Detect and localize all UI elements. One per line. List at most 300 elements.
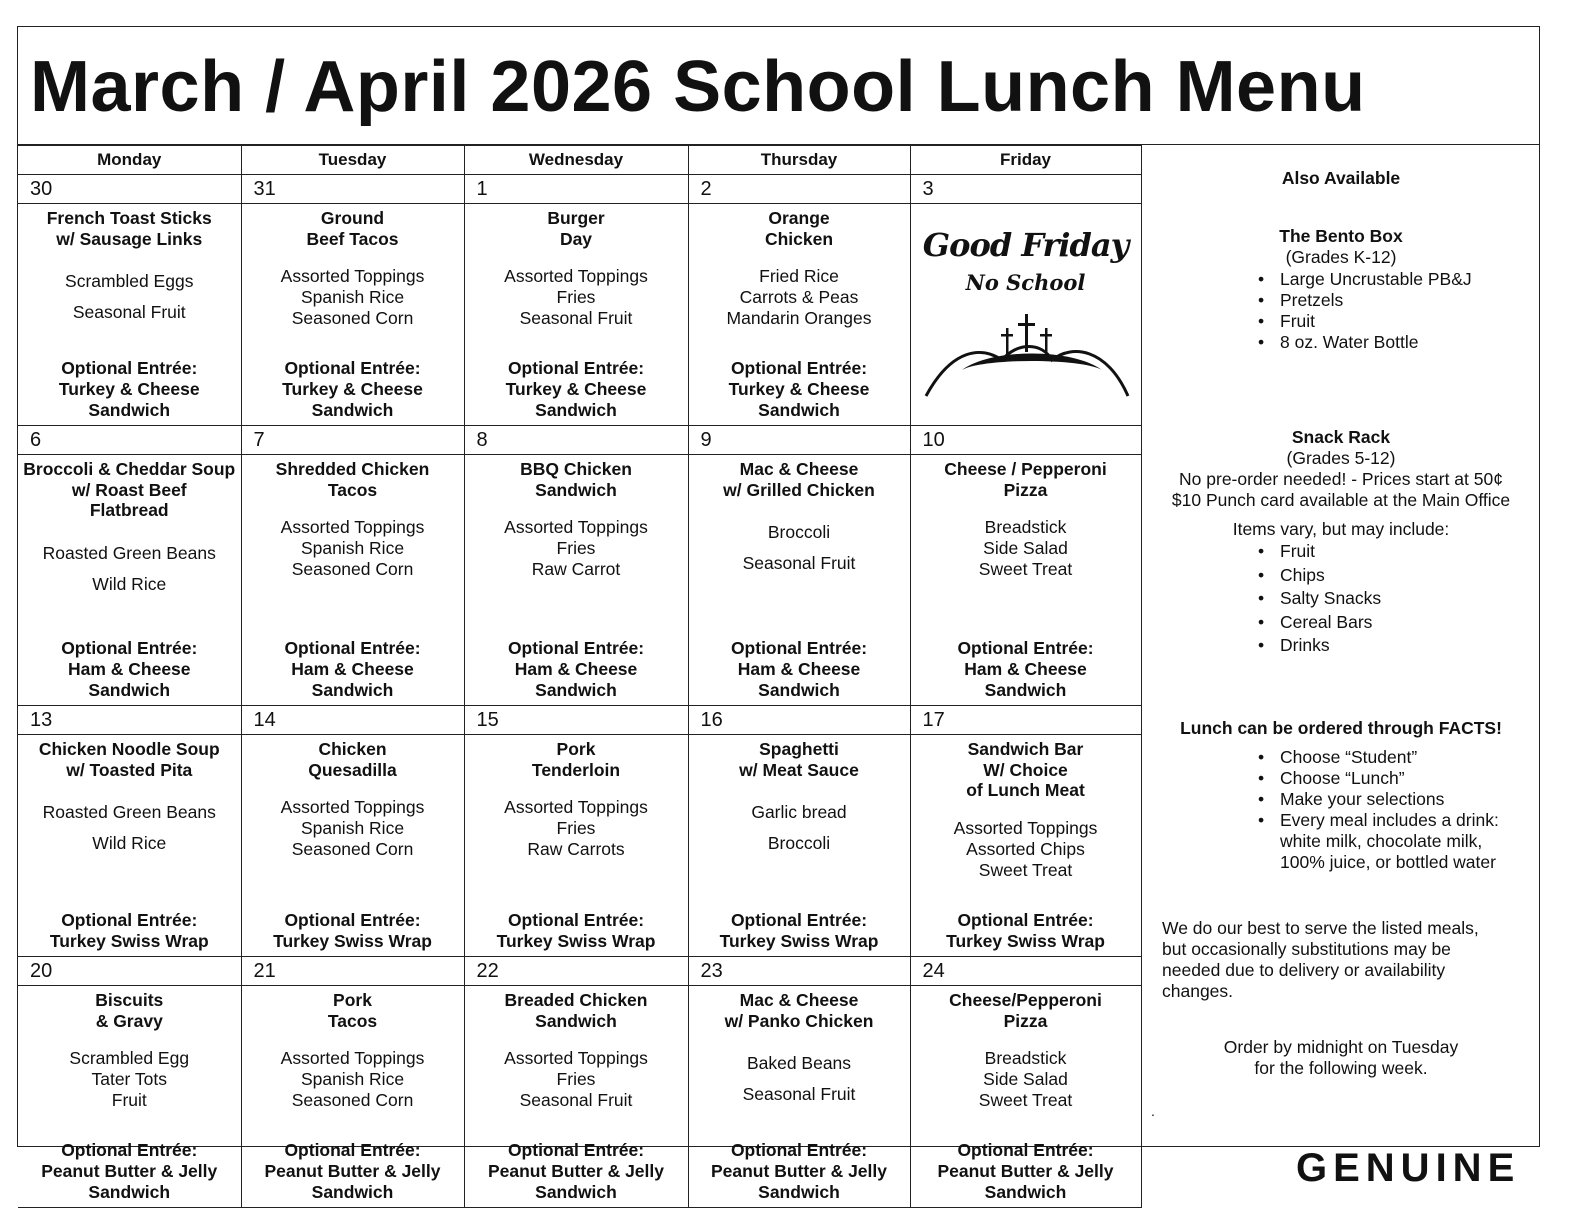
side-dish: Seasonal Fruit xyxy=(519,308,633,328)
menu-cell-monday xyxy=(18,735,241,957)
entree xyxy=(243,459,463,500)
drink-line: white milk, chocolate milk, xyxy=(1280,830,1483,851)
date-number: 1 xyxy=(464,175,688,204)
entree-line: Tenderloin xyxy=(531,759,621,780)
optional-entree-label: Optional Entrée: xyxy=(730,638,868,658)
optional-entree-line: Turkey & Cheese xyxy=(282,379,423,399)
side-dish: Sweet Treat xyxy=(978,859,1073,880)
entree-line: Tacos xyxy=(327,479,378,500)
substitution-notice xyxy=(1162,918,1540,1002)
menu-cell-content xyxy=(690,739,909,952)
menu-cell-friday xyxy=(910,455,1141,706)
entree-line: Sandwich xyxy=(535,479,617,500)
optional-entree-label: Optional Entrée: xyxy=(730,358,868,378)
optional-entree-line: Ham & Cheese xyxy=(514,659,638,679)
crosses-on-hill-icon xyxy=(922,308,1132,398)
entree-line: W/ Choice xyxy=(983,759,1068,780)
entree-line: Sandwich xyxy=(535,1010,617,1031)
optional-entree-line: Turkey Swiss Wrap xyxy=(946,931,1105,951)
bento-grades: (Grades K-12) xyxy=(1285,247,1397,267)
date-number: 6 xyxy=(18,426,241,455)
holiday-subtitle: No School xyxy=(965,270,1086,295)
menu-cell-tuesday xyxy=(241,204,464,426)
side-dish: Seasonal Fruit xyxy=(742,1084,856,1104)
entree-line: Pizza xyxy=(1003,479,1048,500)
entree-line: Shredded Chicken xyxy=(275,459,430,479)
facts-list xyxy=(1142,747,1540,873)
side-dish: Seasonal Fruit xyxy=(72,302,186,322)
side-dish: Assorted Toppings xyxy=(504,517,648,537)
optional-entree-line: Ham & Cheese xyxy=(291,659,414,679)
menu-cell-content xyxy=(912,459,1140,701)
menu-cell-content xyxy=(466,739,687,952)
date-number: 14 xyxy=(241,706,464,735)
menu-row xyxy=(18,204,1141,426)
entree-line: Cheese/Pepperoni xyxy=(949,990,1102,1010)
date-number: 13 xyxy=(18,706,241,735)
menu-cell-tuesday xyxy=(241,455,464,706)
side-dish: Spanish Rice xyxy=(300,1069,405,1089)
side-dish: Seasoned Corn xyxy=(291,559,414,579)
optional-entree xyxy=(243,358,463,421)
entree-line: Chicken xyxy=(764,228,834,249)
menu-cell-thursday xyxy=(688,204,910,426)
menu-row xyxy=(18,735,1141,957)
optional-entree-line: Sandwich xyxy=(984,680,1067,700)
optional-entree xyxy=(690,1140,909,1203)
day-header-tuesday: Tuesday xyxy=(241,146,464,175)
notice-line: but occasionally substitutions may be xyxy=(1162,938,1451,959)
optional-entree-line: Ham & Cheese xyxy=(67,659,191,679)
entree xyxy=(243,739,463,780)
menu-cell-content xyxy=(243,990,463,1203)
side-dishes xyxy=(912,517,1140,580)
drink-line: 100% juice, or bottled water xyxy=(1280,851,1496,872)
entree-line: Mac & Cheese xyxy=(739,990,859,1010)
side-dishes xyxy=(690,802,909,864)
entree-line: BBQ Chicken xyxy=(520,459,632,479)
entree xyxy=(912,739,1140,801)
sidebar xyxy=(1141,145,1540,1147)
date-row xyxy=(18,426,1141,455)
side-dish: Assorted Toppings xyxy=(504,1048,648,1068)
menu-cell-content xyxy=(243,459,463,701)
menu-cell-content xyxy=(243,208,463,421)
menu-cell-thursday xyxy=(688,735,910,957)
entree xyxy=(912,459,1140,500)
optional-entree xyxy=(690,638,909,701)
genuine-logo: GENUINE xyxy=(1296,1146,1521,1190)
side-dish: Assorted Toppings xyxy=(280,517,425,537)
side-dish: Seasonal Fruit xyxy=(519,1090,633,1110)
optional-entree-label: Optional Entrée: xyxy=(730,1140,868,1160)
date-number: 21 xyxy=(241,957,464,986)
date-row xyxy=(18,175,1141,204)
optional-entree xyxy=(912,910,1140,952)
menu-cell-content xyxy=(912,990,1140,1203)
list-item: • Make your selections xyxy=(1258,789,1540,810)
menu-cell-monday xyxy=(18,204,241,426)
stray-dot: . xyxy=(1151,1102,1155,1119)
optional-entree xyxy=(912,1140,1140,1203)
optional-entree-line: Turkey Swiss Wrap xyxy=(496,931,656,951)
also-available-heading: Also Available xyxy=(1281,168,1401,188)
optional-entree-line: Sandwich xyxy=(535,400,617,420)
side-dish: Sweet Treat xyxy=(978,1090,1073,1110)
entree-line: w/ Meat Sauce xyxy=(739,759,859,780)
holiday-notice xyxy=(912,208,1140,408)
side-dishes xyxy=(243,266,463,329)
side-dishes xyxy=(19,1048,240,1111)
side-dish: Fried Rice xyxy=(759,266,839,286)
notice-line: We do our best to serve the listed meals, xyxy=(1162,917,1479,938)
optional-entree-line: Turkey Swiss Wrap xyxy=(273,931,432,951)
facts-heading: Lunch can be ordered through FACTS! xyxy=(1180,717,1502,738)
entree-line: Burger xyxy=(547,208,605,228)
entree-line: Pizza xyxy=(1003,1010,1048,1031)
menu-cell-wednesday xyxy=(464,455,688,706)
optional-entree-line: Peanut Butter & Jelly xyxy=(41,1161,218,1181)
side-dish: Assorted Toppings xyxy=(504,266,648,286)
optional-entree-label: Optional Entrée: xyxy=(61,1140,198,1160)
entree-line: Chicken Noodle Soup xyxy=(38,739,220,759)
menu-cell-wednesday xyxy=(464,204,688,426)
entree-line: Broccoli & Cheddar Soup xyxy=(23,459,236,479)
entree xyxy=(19,990,240,1031)
list-item: • Cereal Bars xyxy=(1258,611,1540,635)
entree-line: w/ Roast Beef xyxy=(71,479,187,500)
list-item-continued xyxy=(1258,852,1540,873)
optional-entree-label: Optional Entrée: xyxy=(507,638,645,658)
date-number: 15 xyxy=(464,706,688,735)
optional-entree-line: Turkey Swiss Wrap xyxy=(719,931,879,951)
bento-list xyxy=(1142,269,1540,353)
entree-line: Day xyxy=(559,228,593,249)
entree-line: Pork xyxy=(556,739,596,759)
optional-entree xyxy=(690,358,909,421)
snack-rack-title: Snack Rack xyxy=(1291,427,1391,447)
entree-line: of Lunch Meat xyxy=(966,780,1085,800)
menu-cell-content xyxy=(243,739,463,952)
side-dish: Carrots & Peas xyxy=(739,287,859,307)
entree-line: Tacos xyxy=(327,1010,378,1031)
entree xyxy=(243,990,463,1031)
menu-cell-friday xyxy=(910,735,1141,957)
date-row xyxy=(18,957,1141,986)
notice-line: needed due to delivery or availability xyxy=(1162,959,1446,980)
entree-line: Mac & Cheese xyxy=(739,459,859,479)
optional-entree-line: Sandwich xyxy=(758,1182,840,1202)
side-dish: Assorted Toppings xyxy=(280,797,425,817)
side-dishes xyxy=(466,797,687,860)
optional-entree xyxy=(243,1140,463,1203)
optional-entree-label: Optional Entrée: xyxy=(957,910,1094,930)
optional-entree-label: Optional Entrée: xyxy=(284,1140,421,1160)
side-dish: Garlic bread xyxy=(751,802,847,822)
entree xyxy=(912,990,1140,1031)
order-deadline-line: Order by midnight on Tuesday xyxy=(1223,1036,1459,1057)
optional-entree-label: Optional Entrée: xyxy=(507,1140,645,1160)
side-dish: Scrambled Egg xyxy=(69,1048,190,1068)
optional-entree-line: Sandwich xyxy=(984,1182,1067,1202)
entree-line: w/ Sausage Links xyxy=(56,228,203,249)
menu-cell-monday xyxy=(18,986,241,1208)
date-number: 7 xyxy=(241,426,464,455)
list-item: • Choose “Student” xyxy=(1258,747,1540,768)
optional-entree-label: Optional Entrée: xyxy=(507,358,645,378)
list-item: • Salty Snacks xyxy=(1258,587,1540,611)
side-dishes xyxy=(466,1048,687,1111)
optional-entree-line: Sandwich xyxy=(88,1182,171,1202)
side-dish: Tater Tots xyxy=(91,1069,168,1089)
menu-cell-thursday xyxy=(688,986,910,1208)
side-dishes xyxy=(243,1048,463,1111)
optional-entree-label: Optional Entrée: xyxy=(957,1140,1094,1160)
date-number: 31 xyxy=(241,175,464,204)
holiday-title: Good Friday xyxy=(922,226,1129,264)
optional-entree xyxy=(19,638,240,701)
bento-title: The Bento Box xyxy=(1279,226,1403,246)
list-item: • Choose “Lunch” xyxy=(1258,768,1540,789)
entree xyxy=(690,459,909,500)
optional-entree-line: Peanut Butter & Jelly xyxy=(487,1161,665,1181)
entree xyxy=(19,208,240,249)
day-header-wednesday: Wednesday xyxy=(464,146,688,175)
entree xyxy=(690,990,909,1031)
date-number: 24 xyxy=(910,957,1141,986)
side-dishes xyxy=(243,517,463,580)
order-deadline xyxy=(1142,1037,1540,1079)
entree-line: Orange xyxy=(768,208,830,228)
side-dish: Fries xyxy=(556,818,596,838)
side-dish: Fries xyxy=(556,538,596,558)
optional-entree-line: Sandwich xyxy=(311,400,394,420)
optional-entree-line: Sandwich xyxy=(758,680,840,700)
optional-entree xyxy=(466,638,687,701)
side-dish: Mandarin Oranges xyxy=(726,308,872,328)
entree xyxy=(19,459,240,521)
entree-line: Cheese / Pepperoni xyxy=(944,459,1107,479)
optional-entree xyxy=(19,910,240,952)
side-dishes xyxy=(19,271,240,333)
menu-cell-content xyxy=(690,990,909,1203)
optional-entree-line: Turkey & Cheese xyxy=(505,379,647,399)
list-item: • Every meal includes a drink: xyxy=(1258,810,1540,831)
optional-entree xyxy=(466,1140,687,1203)
menu-row xyxy=(18,455,1141,706)
menu-row xyxy=(18,986,1141,1208)
optional-entree xyxy=(912,638,1140,701)
optional-entree-line: Sandwich xyxy=(311,1182,394,1202)
side-dish: Spanish Rice xyxy=(300,538,405,558)
optional-entree xyxy=(466,910,687,952)
menu-cell-content xyxy=(912,739,1140,952)
list-item-continued xyxy=(1258,831,1540,852)
date-number: 3 xyxy=(910,175,1141,204)
side-dish: Roasted Green Beans xyxy=(42,802,216,822)
date-number: 2 xyxy=(688,175,910,204)
side-dish: Breadstick xyxy=(984,1048,1067,1068)
entree xyxy=(690,208,909,249)
optional-entree-line: Peanut Butter & Jelly xyxy=(937,1161,1114,1181)
page-title: March / April 2026 School Lunch Menu xyxy=(30,47,1366,127)
menu-calendar xyxy=(18,145,1142,1208)
list-item: • Large Uncrustable PB&J xyxy=(1258,269,1540,290)
date-number: 9 xyxy=(688,426,910,455)
entree-line: w/ Toasted Pita xyxy=(66,759,193,780)
optional-entree-label: Optional Entrée: xyxy=(61,358,198,378)
entree-line: Biscuits xyxy=(95,990,164,1010)
optional-entree xyxy=(243,910,463,952)
date-number: 16 xyxy=(688,706,910,735)
entree-line: Sandwich Bar xyxy=(967,739,1084,759)
menu-cell-content xyxy=(690,208,909,421)
side-dish: Seasoned Corn xyxy=(291,839,414,859)
side-dish: Spanish Rice xyxy=(300,287,405,307)
side-dish: Assorted Toppings xyxy=(280,266,425,286)
date-number: 10 xyxy=(910,426,1141,455)
optional-entree-label: Optional Entrée: xyxy=(730,910,868,930)
list-item: • Fruit xyxy=(1258,311,1540,332)
optional-entree-line: Turkey & Cheese xyxy=(58,379,200,399)
side-dishes xyxy=(690,266,909,329)
entree-line: w/ Panko Chicken xyxy=(724,1010,874,1031)
side-dish: Fruit xyxy=(111,1090,147,1110)
list-item: • Drinks xyxy=(1258,634,1540,658)
side-dishes xyxy=(466,517,687,580)
side-dish: Spanish Rice xyxy=(300,818,405,838)
optional-entree-line: Turkey & Cheese xyxy=(728,379,870,399)
side-dish: Fries xyxy=(556,1069,596,1089)
side-dish: Scrambled Eggs xyxy=(65,271,194,291)
entree xyxy=(466,739,687,780)
menu-cell-wednesday xyxy=(464,735,688,957)
list-item: • Pretzels xyxy=(1258,290,1540,311)
entree-line: & Gravy xyxy=(95,1010,163,1031)
side-dish: Seasoned Corn xyxy=(291,1090,414,1110)
entree xyxy=(690,739,909,780)
optional-entree-line: Peanut Butter & Jelly xyxy=(710,1161,888,1181)
side-dish: Assorted Chips xyxy=(966,838,1085,859)
optional-entree xyxy=(690,910,909,952)
day-header-thursday: Thursday xyxy=(688,146,910,175)
menu-cell-friday xyxy=(910,204,1141,426)
entree xyxy=(466,208,687,249)
snack-rack-preorder: No pre-order needed! - Prices start at 50¢ xyxy=(1179,469,1503,489)
optional-entree-line: Turkey Swiss Wrap xyxy=(49,931,209,951)
side-dish: Assorted Toppings xyxy=(953,817,1098,838)
optional-entree-label: Optional Entrée: xyxy=(284,910,421,930)
side-dish: Broccoli xyxy=(767,833,831,853)
side-dishes xyxy=(690,1053,909,1115)
optional-entree-line: Ham & Cheese xyxy=(737,659,861,679)
menu-cell-wednesday xyxy=(464,986,688,1208)
side-dish: Wild Rice xyxy=(92,573,167,594)
optional-entree-label: Optional Entrée: xyxy=(957,638,1094,658)
entree-line: French Toast Sticks xyxy=(46,208,212,228)
day-header-monday: Monday xyxy=(18,146,241,175)
snack-rack-grades: (Grades 5-12) xyxy=(1286,448,1396,468)
menu-cell-content xyxy=(466,990,687,1203)
entree-line: Spaghetti xyxy=(759,739,839,759)
entree xyxy=(466,990,687,1031)
date-number: 20 xyxy=(18,957,241,986)
side-dish: Broccoli xyxy=(767,522,831,542)
side-dish: Roasted Green Beans xyxy=(42,542,216,563)
snack-rack-list xyxy=(1142,540,1540,658)
entree-line: Flatbread xyxy=(89,500,169,520)
side-dish: Side Salad xyxy=(983,1069,1068,1089)
entree-line: Breaded Chicken xyxy=(504,990,648,1010)
optional-entree-line: Sandwich xyxy=(758,400,840,420)
entree-line: Quesadilla xyxy=(308,759,397,780)
day-header-friday: Friday xyxy=(910,146,1141,175)
side-dish: Seasoned Corn xyxy=(291,308,414,328)
side-dish: Assorted Toppings xyxy=(504,797,648,817)
side-dish: Raw Carrot xyxy=(531,559,621,579)
entree-line: Ground xyxy=(320,208,385,228)
entree-line: Beef Tacos xyxy=(306,228,399,249)
menu-cell-content xyxy=(19,739,240,952)
snack-rack-intro: Items vary, but may include: xyxy=(1232,519,1450,539)
optional-entree-line: Peanut Butter & Jelly xyxy=(264,1161,441,1181)
list-item: • 8 oz. Water Bottle xyxy=(1258,332,1540,353)
entree-line: Pork xyxy=(333,990,372,1010)
entree xyxy=(466,459,687,500)
optional-entree-label: Optional Entrée: xyxy=(61,910,198,930)
entree-line: w/ Grilled Chicken xyxy=(723,479,875,500)
day-header-row xyxy=(18,146,1141,175)
side-dish: Wild Rice xyxy=(92,833,167,853)
optional-entree-label: Optional Entrée: xyxy=(61,638,198,658)
menu-cell-content xyxy=(690,459,909,701)
date-number: 17 xyxy=(910,706,1141,735)
list-item: • Chips xyxy=(1258,564,1540,588)
side-dish: Seasonal Fruit xyxy=(742,553,856,573)
menu-cell-content xyxy=(19,208,240,421)
title-row xyxy=(18,27,1539,145)
optional-entree-label: Optional Entrée: xyxy=(284,638,421,658)
list-item: • Fruit xyxy=(1258,540,1540,564)
optional-entree-line: Sandwich xyxy=(535,680,617,700)
side-dish: Baked Beans xyxy=(746,1053,852,1073)
optional-entree-line: Ham & Cheese xyxy=(964,659,1087,679)
snack-rack-punchcard: $10 Punch card available at the Main Office xyxy=(1171,490,1511,510)
menu-cell-tuesday xyxy=(241,735,464,957)
optional-entree xyxy=(466,358,687,421)
side-dishes xyxy=(243,797,463,860)
date-row xyxy=(18,706,1141,735)
date-number: 23 xyxy=(688,957,910,986)
menu-cell-content xyxy=(19,459,240,701)
side-dish: Assorted Toppings xyxy=(280,1048,425,1068)
optional-entree-line: Sandwich xyxy=(535,1182,617,1202)
menu-cell-thursday xyxy=(688,455,910,706)
side-dishes xyxy=(466,266,687,329)
optional-entree-line: Sandwich xyxy=(88,400,171,420)
entree xyxy=(19,739,240,780)
side-dish: Side Salad xyxy=(983,538,1068,558)
menu-cell-content xyxy=(19,990,240,1203)
entree-line: Chicken xyxy=(318,739,387,759)
menu-cell-content xyxy=(466,208,687,421)
optional-entree xyxy=(19,358,240,421)
optional-entree-label: Optional Entrée: xyxy=(284,358,421,378)
notice-line: changes. xyxy=(1162,980,1234,1001)
side-dish: Sweet Treat xyxy=(978,559,1073,579)
entree xyxy=(243,208,463,249)
menu-cell-monday xyxy=(18,455,241,706)
